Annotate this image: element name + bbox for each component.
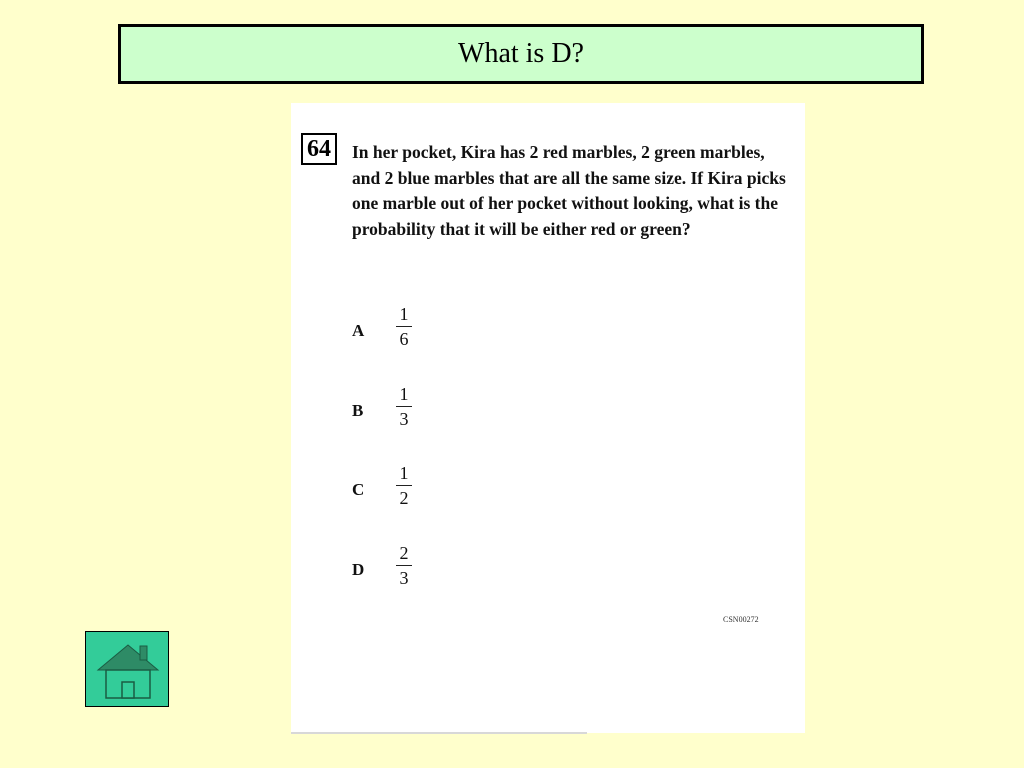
choice-letter: D <box>352 560 365 579</box>
divider <box>291 732 587 734</box>
numerator: 1 <box>399 463 409 483</box>
fraction <box>396 462 412 509</box>
numerator: 1 <box>399 304 409 324</box>
fraction <box>396 542 412 589</box>
fraction-bar <box>396 485 412 486</box>
choice-a <box>352 303 552 359</box>
numerator: 1 <box>399 384 409 404</box>
fraction-bar <box>396 326 412 327</box>
fraction-bar <box>396 406 412 407</box>
slide-title <box>118 24 924 84</box>
home-icon <box>86 632 170 708</box>
choice-c <box>352 462 552 518</box>
numerator: 2 <box>399 543 409 563</box>
choice-d <box>352 542 552 598</box>
choice-letter: A <box>352 321 365 340</box>
choice-letter: C <box>352 480 365 499</box>
question-number: 64 <box>301 133 337 165</box>
choice-b <box>352 383 552 439</box>
denominator: 3 <box>399 568 409 588</box>
fraction <box>396 383 412 430</box>
fraction-bar <box>396 565 412 566</box>
question-text: In her pocket, Kira has 2 red marbles, 2 green marbles, and 2 blue marbles that are all the same size. If Kira picks one marble out of her pocket without looking, what is the probability that it will be either red or green? <box>352 142 786 239</box>
slide-title-text: What is D? <box>458 38 584 69</box>
denominator: 2 <box>399 488 409 508</box>
fraction <box>396 303 412 350</box>
question-card <box>291 103 805 733</box>
item-code: CSN00272 <box>723 615 759 624</box>
denominator: 3 <box>399 409 409 429</box>
denominator: 6 <box>399 329 409 349</box>
home-button[interactable] <box>85 631 169 707</box>
choice-letter: B <box>352 401 364 420</box>
